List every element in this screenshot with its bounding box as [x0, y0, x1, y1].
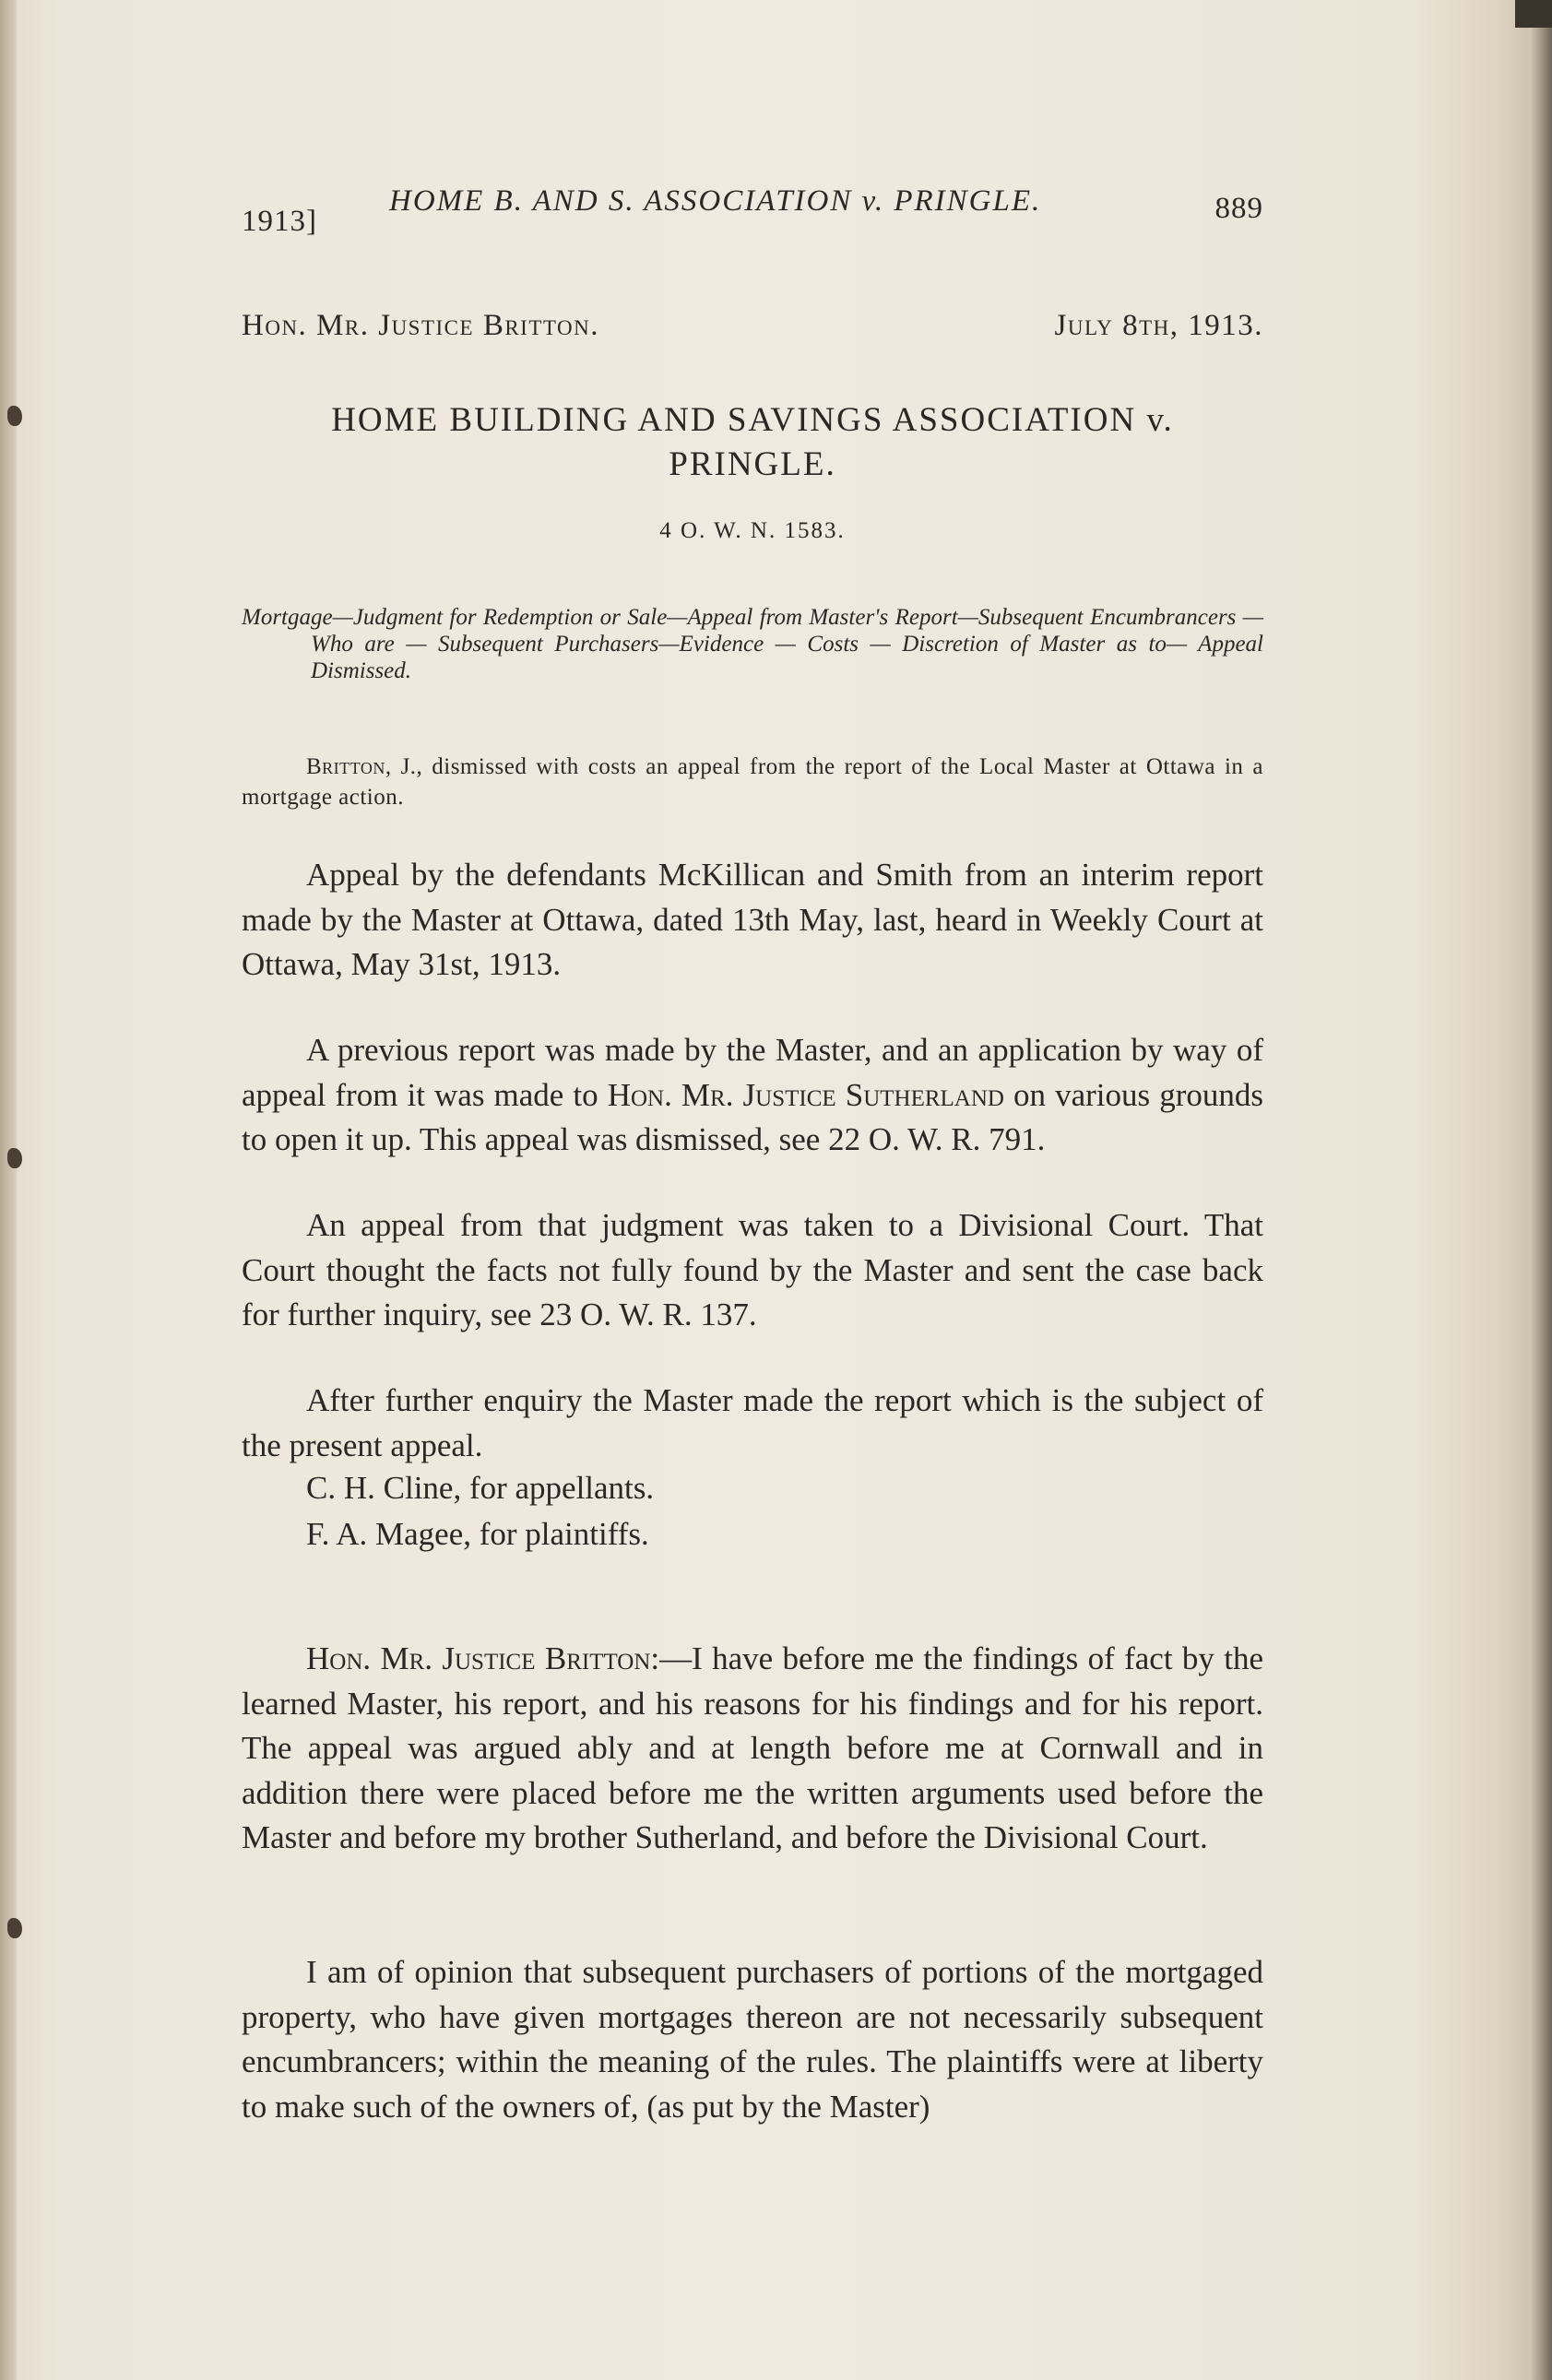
- paragraph: [242, 853, 1263, 988]
- paragraph-text: I am of opinion that subsequent purchasers of portions of the mortgaged property, who have given mortgages thereon are not necessarily subsequent encumbrancers; within the meaning of the rules. The plaintiffs were at liberty to make such of the owners of, (as put by the Master): [242, 1954, 1263, 2125]
- paragraph-segment: :—I have before me the findings of fact by the learned Master, his report, and his reasons for his findings and for his report. The appeal was argued ably and at length before me at Cornwall and in addition there were placed before me the written arguments used before the Master and before my brother Sutherland, and before the Divisional Court.: [242, 1640, 1264, 1855]
- paragraph: [242, 1950, 1263, 2129]
- counsel-appellants: C. H. Cline, for appellants.: [306, 1470, 655, 1506]
- paragraph-segment: on various grounds to open it up. This appeal was dismissed, see 22 O. W. R. 791.: [242, 1076, 1264, 1157]
- page-right-edge: [1529, 0, 1552, 2380]
- judge-reference: Hon. Mr. Justice Britton: [306, 1640, 651, 1676]
- counsel-plaintiffs: F. A. Magee, for plaintiffs.: [306, 1516, 649, 1552]
- case-citation: 4 O. W. N. 1583.: [659, 518, 846, 543]
- case-summary: [242, 752, 1263, 812]
- summary-judge: Britton: [306, 754, 385, 779]
- paragraph: [242, 1028, 1263, 1163]
- running-head: [242, 184, 1263, 238]
- paragraph-text: [242, 1028, 1263, 1163]
- summary-text: , J., dismissed with costs an appeal from the report of the Local Master at Ottawa in a mortgage action.: [242, 754, 1263, 810]
- running-head-title: HOME B. AND S. ASSOCIATION v. PRINGLE.: [389, 184, 1042, 218]
- paragraph-text: Appeal by the defendants McKillican and Smith from an interim report made by the Master at Ottawa, dated 13th May, last, heard in Weekly Court at Ottawa, May 31st, 1913.: [242, 857, 1263, 982]
- judge-reference: Hon. Mr. Justice Sutherland: [607, 1076, 1004, 1113]
- paragraph: [242, 1379, 1263, 1468]
- headnote-text: Mortgage—Judgment for Redemption or Sale—Appeal from Master's Report—Subsequent Encumbrancers — Who are — Subsequent Purchasers—Evidence — Costs — Discretion of Master as to— Appeal Dismissed.: [242, 605, 1263, 683]
- counsel-line: [242, 1466, 1263, 1511]
- binding-thread-mark: [7, 1918, 22, 1938]
- page-gutter: [0, 0, 17, 2380]
- headnote: [242, 604, 1263, 684]
- paragraph-text: [242, 1637, 1263, 1861]
- running-head-year: 1913]: [242, 205, 317, 238]
- case-title-line: HOME BUILDING AND SAVINGS ASSOCIATION v.: [331, 401, 1174, 439]
- paragraph-text: After further enquiry the Master made the report which is the subject of the present appeal.: [242, 1382, 1263, 1463]
- paragraph-text: An appeal from that judgment was taken to a Divisional Court. That Court thought the facts not fully found by the Master and sent the case back for further inquiry, see 23 O. W. R. 137.: [242, 1207, 1263, 1332]
- case-title-line: PRINGLE.: [669, 445, 836, 483]
- judgment-date: July 8th, 1913.: [1054, 309, 1263, 342]
- paragraph-segment: A previous report was made by the Master, and an application by way of appeal from it was made to: [242, 1032, 1263, 1113]
- paragraph: [242, 1637, 1263, 1861]
- page-number: 889: [1214, 192, 1263, 225]
- binding-thread-mark: [7, 406, 22, 426]
- counsel-line: [242, 1512, 1263, 1557]
- binding-thread-mark: [7, 1148, 22, 1168]
- cover-corner: [1515, 0, 1552, 28]
- paragraph: [242, 1203, 1263, 1338]
- judge-name: Hon. Mr. Justice Britton.: [242, 309, 599, 342]
- case-title: [242, 398, 1263, 487]
